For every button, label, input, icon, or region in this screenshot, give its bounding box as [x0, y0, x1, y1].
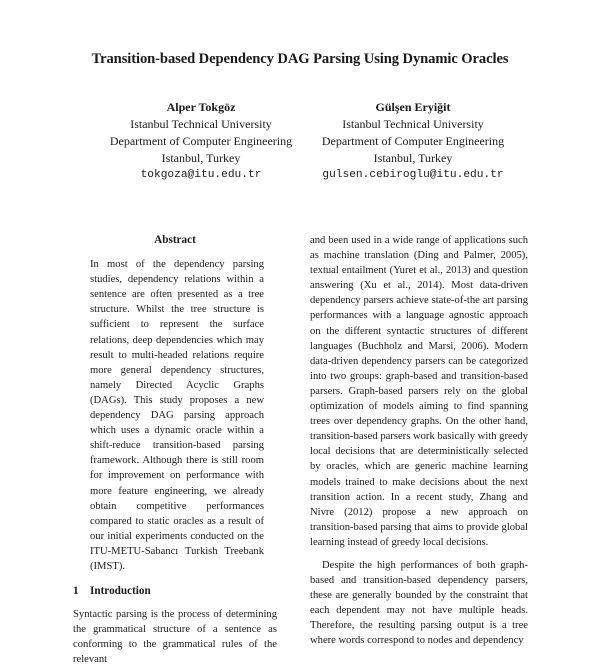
paper-title: Transition-based Dependency DAG Parsing Using Dynamic Oracles: [91, 51, 509, 67]
section-title: Introduction: [90, 585, 151, 598]
right-column: [310, 233, 528, 649]
author-location: Istanbul, Turkey: [161, 151, 241, 165]
author-name: Gülşen Eryiğit: [375, 100, 451, 114]
author-name: Alper Tokgöz: [166, 100, 236, 114]
author-affiliation: Istanbul Technical University: [130, 117, 272, 131]
author-department: Department of Computer Engineering: [109, 134, 293, 148]
author-affiliation: Istanbul Technical University: [342, 117, 484, 131]
author-email: tokgoza@itu.edu.tr: [140, 169, 262, 181]
abstract-text: In most of the dependency parsing studies, dependency relations within a sentence are often presented as a tree structure. Whilst the tree structure is sufficient to represent the surface relations, deep dependencies which may result to multi-headed relations require more general dependency structures, namely Directed Acyclic Graphs (DAGs). This study proposes a new dependency DAG parsing approach which uses a dynamic oracle within a shift-reduce transition-based parsing framework. Although there is still room for improvement on performance with more feature engineering, we already obtain competitive performances compared to static oracles as a result of our initial experiments conducted on the ITU-METU-Sabancı Turkish Treebank (IMST).: [90, 259, 264, 572]
author-block-2: [298, 99, 528, 184]
introduction-text: Syntactic parsing is the process of determining the grammatical structure of a sentence as conforming to the grammatical rules of the relevant: [73, 609, 277, 666]
section-number: 1: [73, 585, 79, 598]
author-department: Department of Computer Engineering: [321, 134, 505, 148]
body-paragraph-2: Despite the high performances of both graph-based and transition-based dependency parsers, these are generally bounded by the constraint that each dependent may not have multiple heads. Therefore, the resulting parsing output is a tree where words correspond to nodes and dependency: [310, 559, 528, 647]
body-paragraph-1: and been used in a wide range of applications such as machine translation (Ding and Palmer, 2005), textual entailment (Yuret et al., 2013) and question answering (Xu et al., 2014). Most data-driven dependency parsers achieve state-of-the art parsing performances with a language agnostic approach on the different syntactic structures of different languages (Buchholz and Marsi, 2006). Modern data-driven dependency parsers can be categorized into two groups: graph-based and transition-based parsers. Graph-based parsers rely on the global optimization of models aiming to find spanning trees over dependency graphs. On the other hand, transition-based parsers work basically with greedy local decisions that are deterministically selected by oracles, which are generic machine learning models trained to make decisions about the next transition action. In a recent study, Zhang and Nivre (2012) propose a new approach on transition-based parsing that aims to provide global learning instead of greedy local decisions.: [310, 235, 528, 548]
left-column: [73, 233, 277, 668]
author-email: gulsen.cebiroglu@itu.edu.tr: [322, 169, 504, 181]
author-block-1: [86, 99, 316, 184]
author-location: Istanbul, Turkey: [373, 151, 453, 165]
section-heading-introduction: [73, 584, 277, 599]
abstract-heading: Abstract: [154, 234, 196, 246]
